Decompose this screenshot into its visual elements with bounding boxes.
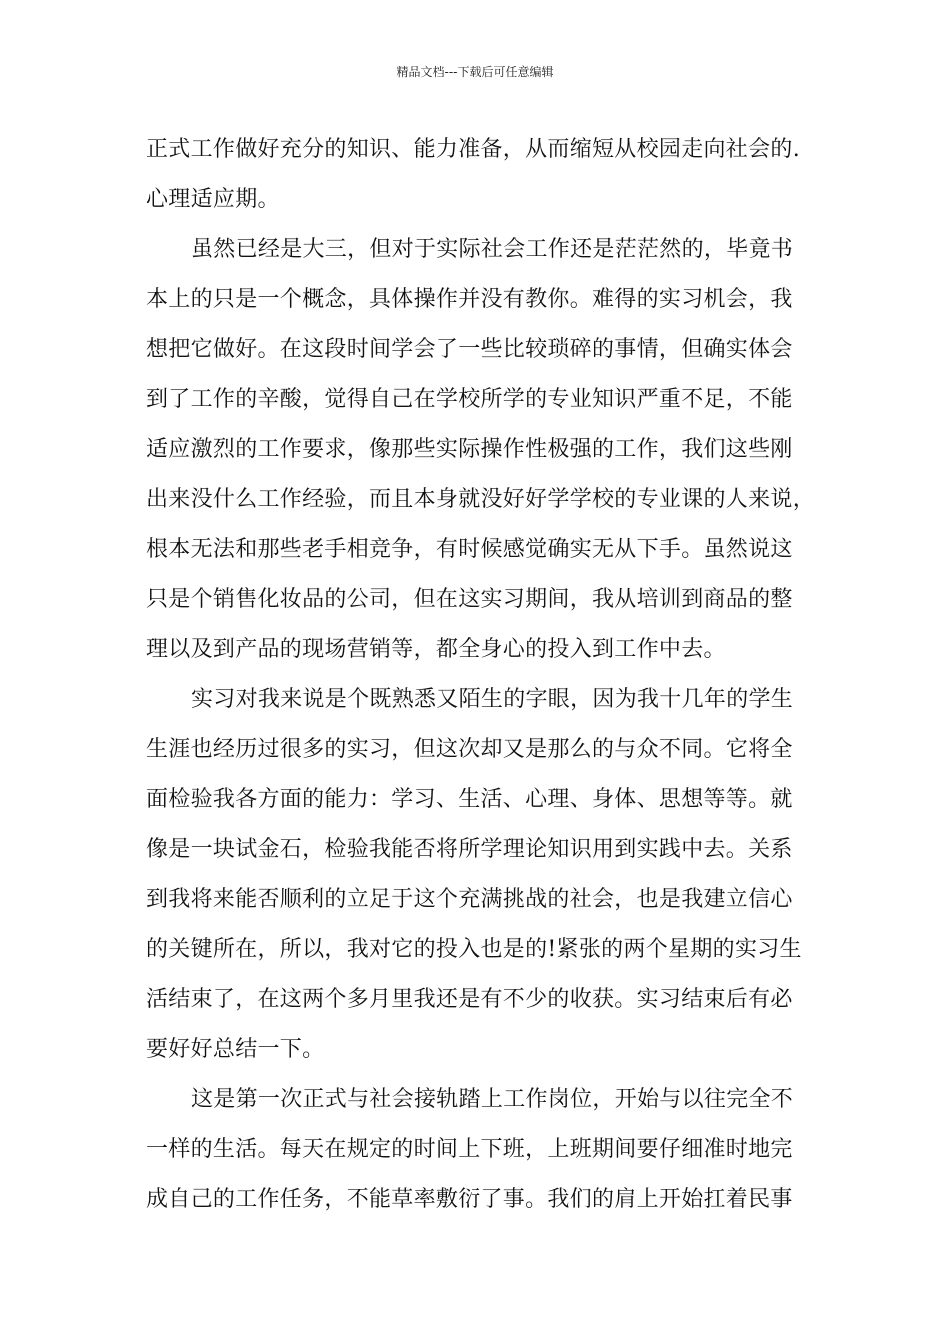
- paragraph-3-line-5: 到我将来能否顺利的立足于这个充满挑战的社会，也是我建立信心: [146, 887, 793, 912]
- paragraph-1-line-1: 正式工作做好充分的知识、能力准备，从而缩短从校园走向社会的.: [146, 137, 800, 162]
- paragraph-2-line-5: 适应激烈的工作要求，像那些实际操作性极强的工作，我们这些刚: [146, 437, 793, 462]
- paragraph-4-line-3: 成自己的工作任务，不能草率敷衍了事。我们的肩上开始扛着民事: [146, 1187, 793, 1212]
- paragraph-2-line-2: 本上的只是一个概念，具体操作并没有教你。难得的实习机会，我: [146, 287, 793, 312]
- paragraph-2-line-1: 虽然已经是大三，但对于实际社会工作还是茫茫然的，毕竟书: [191, 237, 794, 262]
- paragraph-3-line-8: 要好好总结一下。: [146, 1037, 325, 1062]
- paragraph-3-line-4: 像是一块试金石，检验我能否将所学理论知识用到实践中去。关系: [146, 837, 793, 862]
- paragraph-2-line-7: 根本无法和那些老手相竞争，有时候感觉确实无从下手。虽然说这: [146, 537, 793, 562]
- paragraph-4-line-2: 一样的生活。每天在规定的时间上下班，上班期间要仔细准时地完: [146, 1137, 793, 1162]
- document-body: [146, 125, 826, 1225]
- paragraph-4-line-1: 这是第一次正式与社会接轨踏上工作岗位，开始与以往完全不: [191, 1087, 794, 1112]
- paragraph-3-line-6: 的关键所在，所以，我对它的投入也是的!紧张的两个星期的实习生: [146, 937, 802, 962]
- paragraph-2-line-6: 出来没什么工作经验，而且本身就没好好学学校的专业课的人来说，: [146, 487, 816, 512]
- paragraph-2-line-3: 想把它做好。在这段时间学会了一些比较琐碎的事情，但确实体会: [146, 337, 793, 362]
- paragraph-2-line-9: 理以及到产品的现场营销等，都全身心的投入到工作中去。: [146, 637, 726, 662]
- paragraph-2-line-8: 只是个销售化妆品的公司，但在这实习期间，我从培训到商品的整: [146, 587, 793, 612]
- paragraph-3-line-7: 活结束了，在这两个多月里我还是有不少的收获。实习结束后有必: [146, 987, 793, 1012]
- page-header: 精品文档---下载后可任意编辑: [396, 65, 554, 79]
- paragraph-3-line-1: 实习对我来说是个既熟悉又陌生的字眼，因为我十几年的学生: [191, 687, 794, 712]
- paragraph-2-line-4: 到了工作的辛酸，觉得自己在学校所学的专业知识严重不足，不能: [146, 387, 793, 412]
- paragraph-3-line-2: 生涯也经历过很多的实习，但这次却又是那么的与众不同。它将全: [146, 737, 793, 762]
- paragraph-1-line-2: 心理适应期。: [146, 187, 280, 212]
- paragraph-3-line-3: 面检验我各方面的能力：学习、生活、心理、身体、思想等等。就: [146, 787, 793, 812]
